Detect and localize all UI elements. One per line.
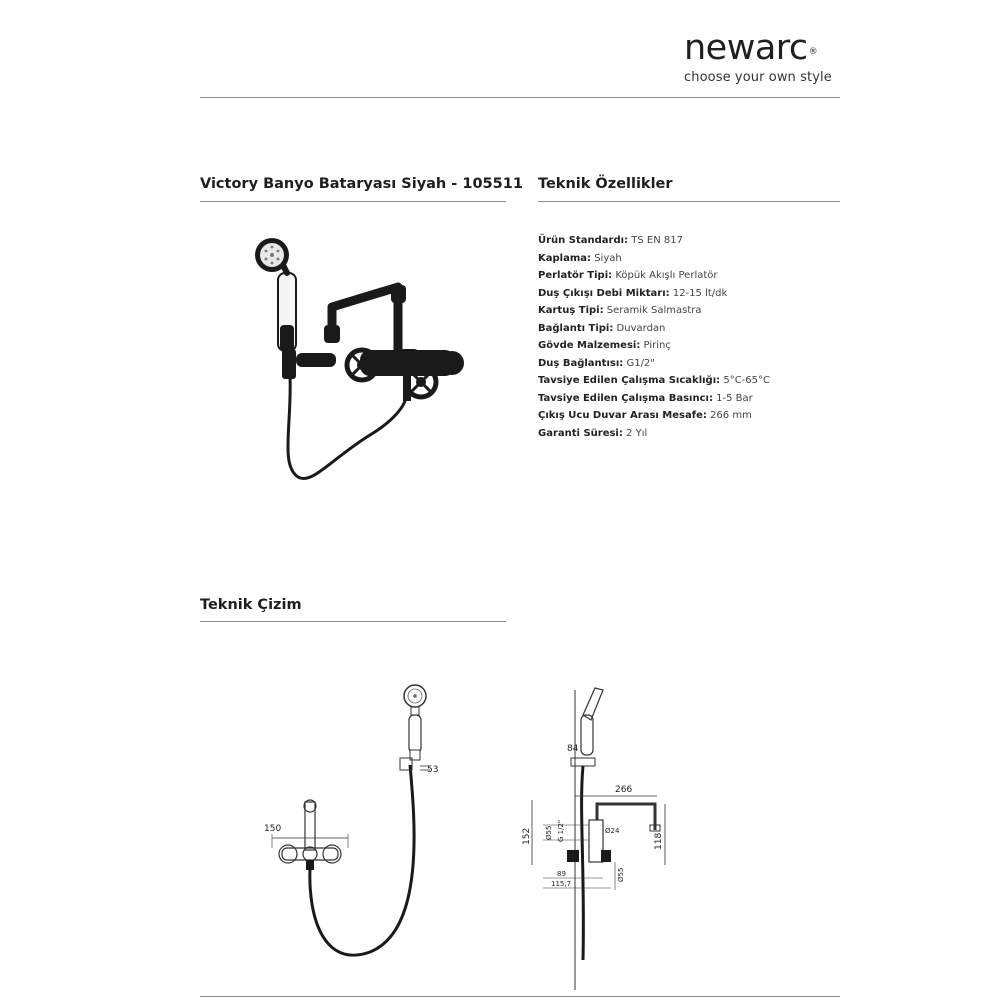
spec-row bbox=[538, 302, 838, 320]
spec-row bbox=[538, 267, 838, 285]
specs-heading: Teknik Özellikler bbox=[538, 176, 673, 192]
spec-label: Kartuş Tipi: bbox=[538, 305, 604, 316]
dim-118: 118 bbox=[654, 832, 664, 850]
dim-115-7: 115,7 bbox=[551, 880, 572, 888]
spec-value: TS EN 817 bbox=[631, 235, 683, 246]
dim-150: 150 bbox=[264, 824, 282, 834]
spec-label: Duş Bağlantısı: bbox=[538, 357, 624, 369]
dim-d55b: Ø55 bbox=[617, 867, 625, 882]
brand-logo bbox=[684, 30, 844, 85]
spec-value: Köpük Akışlı Perlatör bbox=[615, 270, 718, 281]
spec-label: Tavsiye Edilen Çalışma Sıcaklığı: bbox=[538, 375, 721, 386]
brand-tagline: choose your own style bbox=[684, 70, 832, 85]
product-photo bbox=[220, 225, 500, 495]
spec-row bbox=[538, 232, 838, 250]
spec-row bbox=[538, 425, 838, 443]
spec-value: 266 mm bbox=[710, 410, 752, 421]
product-title-divider bbox=[200, 201, 506, 202]
side-view-drawing bbox=[515, 670, 675, 990]
spec-row bbox=[538, 337, 838, 355]
specs-heading-divider bbox=[538, 201, 840, 202]
spec-value: 2 Yıl bbox=[626, 427, 648, 439]
spec-row bbox=[538, 250, 838, 268]
drawing-heading-divider bbox=[200, 621, 506, 622]
spec-label: Ürün Standardı: bbox=[538, 235, 629, 246]
product-title: Victory Banyo Bataryası Siyah - 105511 bbox=[200, 176, 523, 192]
spec-list bbox=[538, 232, 838, 442]
dim-152: 152 bbox=[522, 827, 532, 845]
spec-row bbox=[538, 320, 838, 338]
drawing-heading: Teknik Çizim bbox=[200, 597, 302, 613]
dim-g12: G 1/2" bbox=[557, 819, 565, 842]
brand-name: newarc bbox=[684, 28, 808, 68]
spec-label: Gövde Malzemesi: bbox=[538, 340, 641, 351]
spec-value: 5°C-65°C bbox=[723, 375, 770, 386]
spec-value: Seramik Salmastra bbox=[606, 305, 702, 316]
spec-value: Siyah bbox=[594, 252, 622, 264]
spec-label: Tavsiye Edilen Çalışma Basıncı: bbox=[538, 392, 713, 404]
spec-label: Perlatör Tipi: bbox=[538, 270, 613, 281]
spec-row bbox=[538, 390, 838, 408]
spec-value: G1/2" bbox=[626, 357, 655, 369]
spec-label: Kaplama: bbox=[538, 252, 591, 264]
dim-89: 89 bbox=[557, 870, 566, 878]
spec-value: 1-5 Bar bbox=[716, 392, 753, 404]
registered-mark-icon: ® bbox=[808, 47, 818, 57]
front-view-drawing bbox=[250, 670, 480, 990]
spec-row bbox=[538, 285, 838, 303]
dim-53: 53 bbox=[427, 765, 439, 775]
spec-value: Duvardan bbox=[616, 322, 666, 334]
spec-row bbox=[538, 372, 838, 390]
spec-value: 12-15 lt/dk bbox=[672, 287, 728, 299]
spec-label: Bağlantı Tipi: bbox=[538, 322, 614, 334]
spec-label: Duş Çıkışı Debi Miktarı: bbox=[538, 287, 670, 299]
dim-d24: Ø24 bbox=[605, 827, 620, 835]
spec-label: Garanti Süresi: bbox=[538, 427, 623, 439]
spec-value: Pirinç bbox=[643, 340, 671, 351]
dim-84: 84 bbox=[567, 744, 579, 754]
dim-266: 266 bbox=[615, 785, 633, 795]
spec-row bbox=[538, 355, 838, 373]
brand-wordmark bbox=[684, 30, 844, 70]
spec-label: Çıkış Ucu Duvar Arası Mesafe: bbox=[538, 410, 707, 421]
bottom-divider bbox=[200, 996, 840, 997]
dim-d55a: Ø55 bbox=[545, 825, 553, 840]
top-divider bbox=[200, 97, 840, 98]
spec-row bbox=[538, 407, 838, 425]
